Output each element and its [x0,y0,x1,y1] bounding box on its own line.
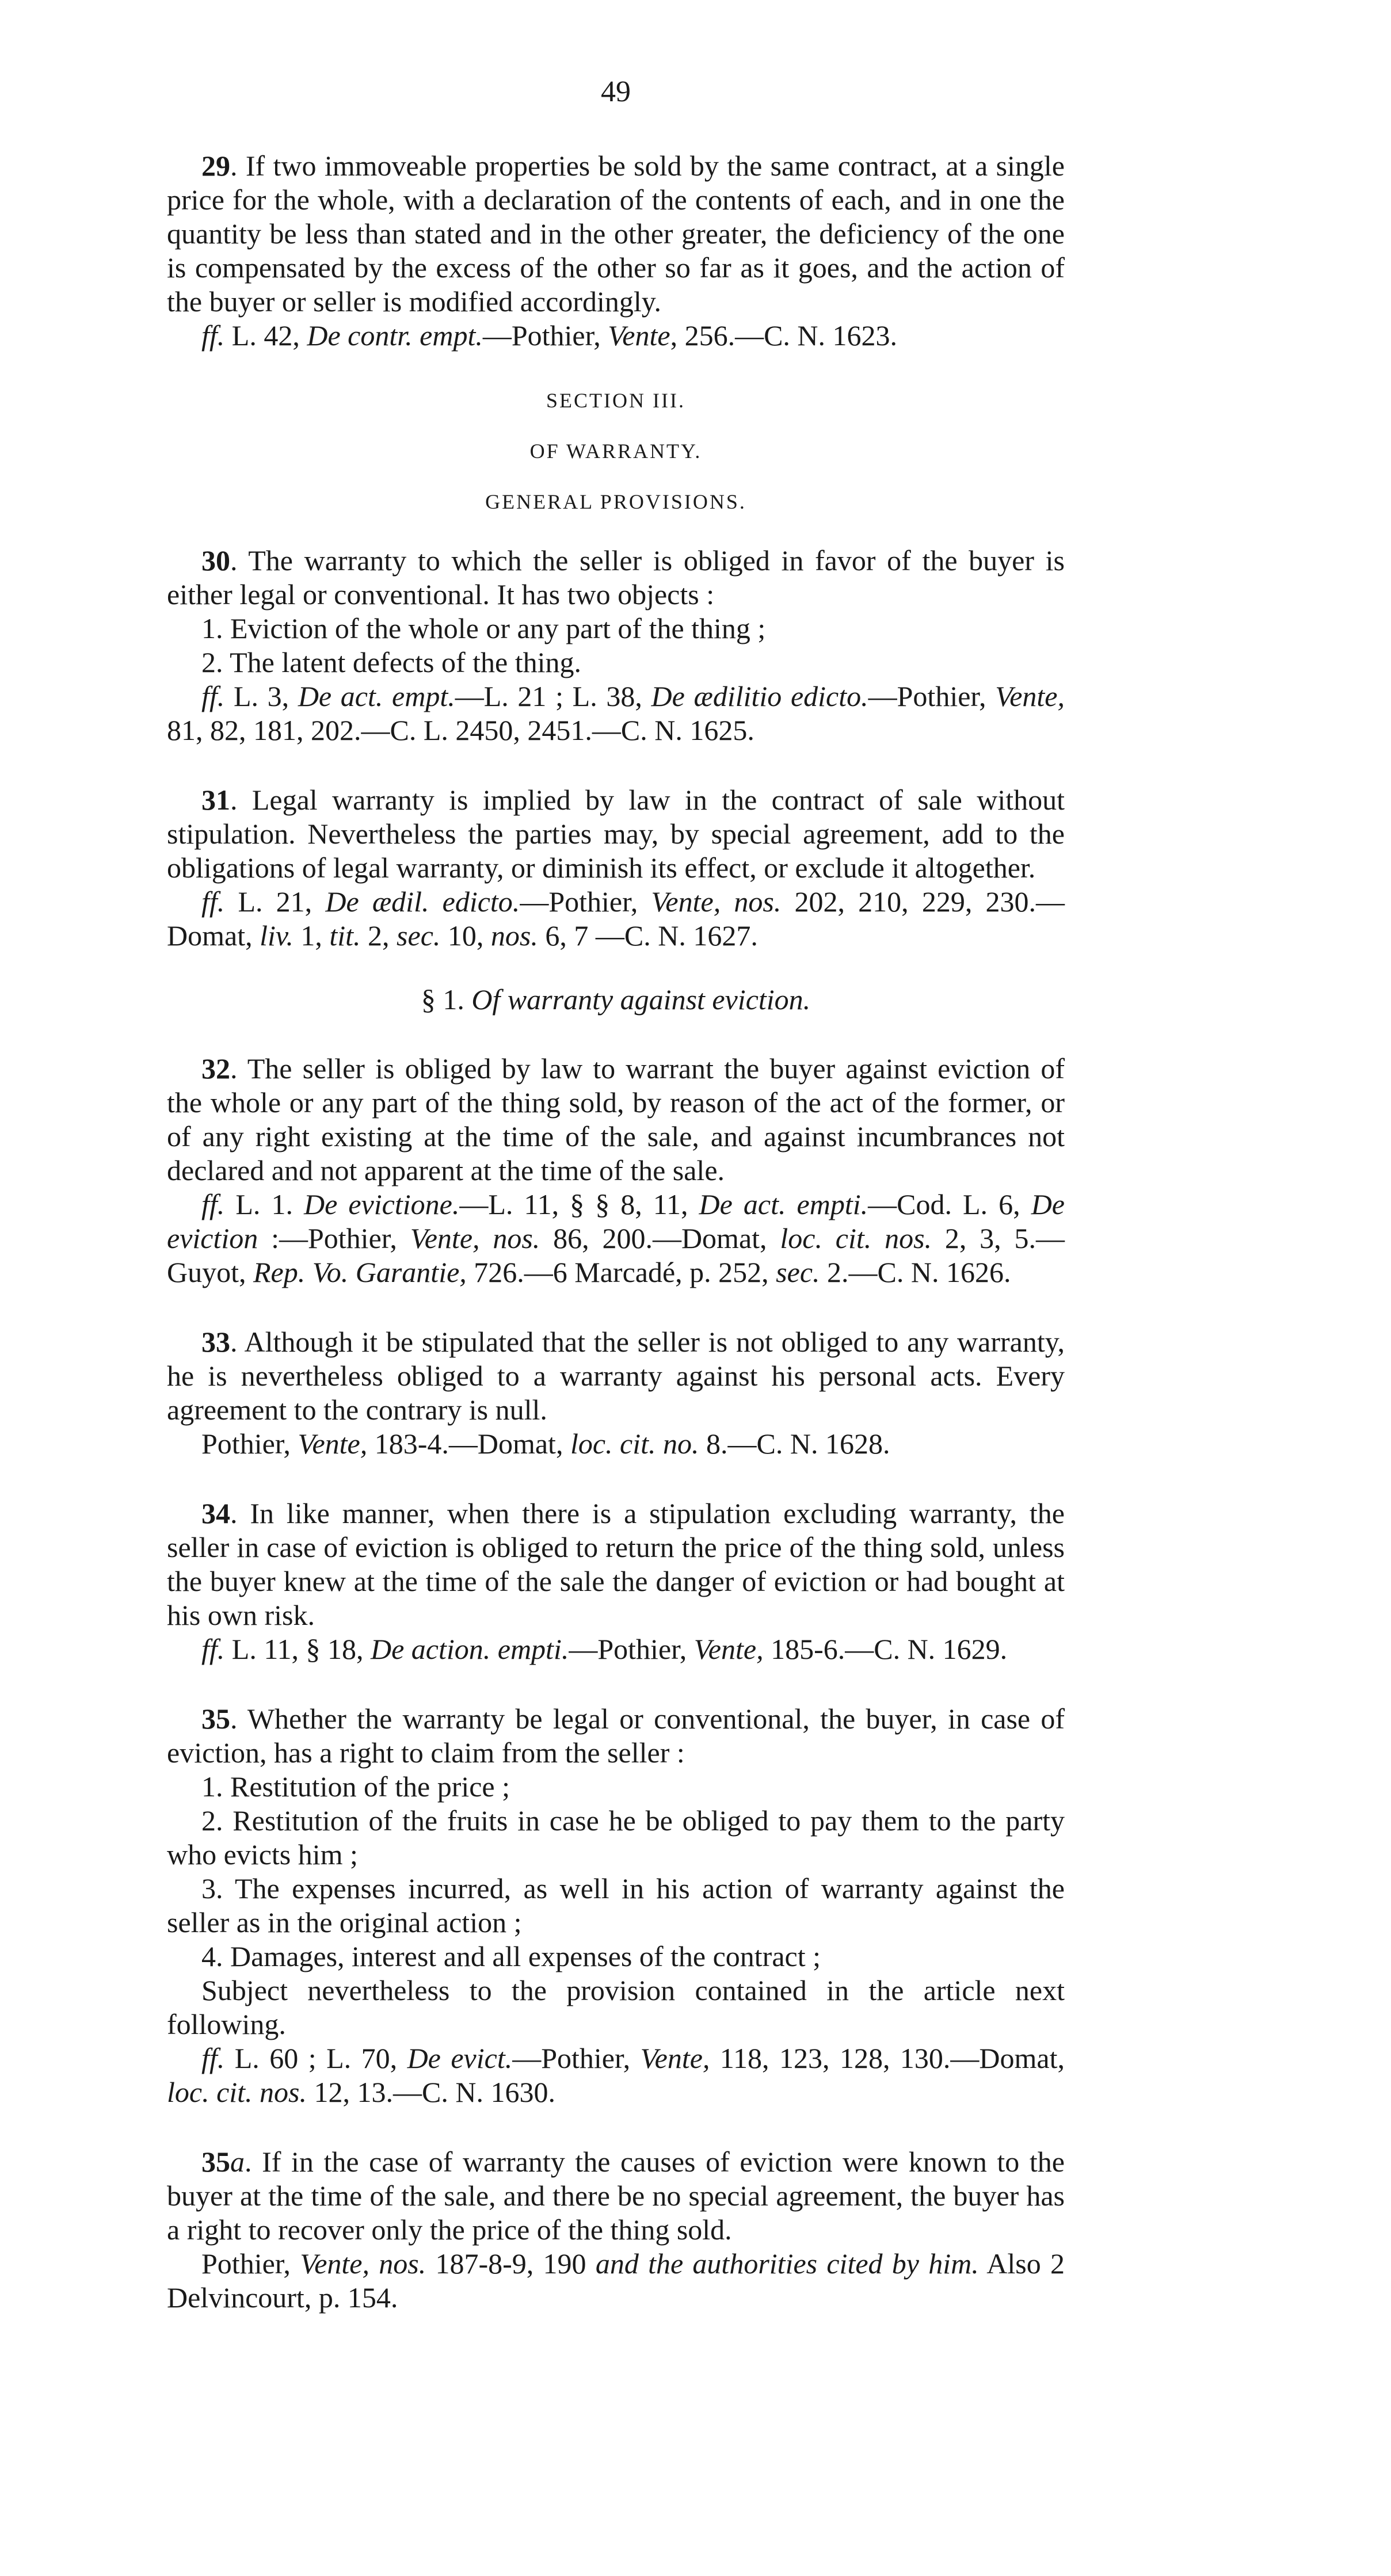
article-29 [167,149,1065,353]
cite-part: , 256.—C. N. 1623. [670,319,898,352]
list-item: 1. Restitution of the price ; [201,1770,510,1803]
cite-part: loc. cit. nos. [780,1222,932,1254]
cite-part: Vente, [693,1633,764,1665]
article-number: 32 [201,1052,230,1085]
section-heading: SECTION III. [546,389,685,412]
cite-part: 1, [293,919,330,952]
cite-part: —Cod. L. 6, [868,1188,1031,1220]
cite-part: L. 60 ; L. 70, [224,2042,407,2074]
article-text [167,1052,1065,1188]
cite-part: De evictione. [304,1188,460,1220]
section-sign: § 1. [421,983,472,1016]
cite-part: loc. cit. nos. [167,2076,307,2108]
cite-part: De action. empti. [370,1633,569,1665]
subsection-heading [167,983,1065,1016]
continuation-text: Subject nevertheless to the provision contained in the article next following. [167,1974,1065,2040]
article-suffix: a [230,2146,245,2178]
citation [167,885,1065,953]
document-page [167,75,1065,2350]
cite-part: and the authorities cited by him. [595,2247,979,2280]
article-body: . Legal warranty is implied by law in the contract of sale without stipulation. Nevertheless the parties may, by special agreement, add to the obligations of legal warranty, or diminish its effect, or exclude it altogether. [167,784,1065,884]
cite-part: Vente, [995,680,1065,712]
cite-part: De ædil. edicto. [325,886,520,918]
article-30 [167,544,1065,747]
article-body: . Whether the warranty be legal or conventional, the buyer, in case of eviction, has a right to claim from the seller : [167,1703,1065,1769]
cite-part: 183-4.—Domat, [367,1428,570,1460]
cite-part: —Pothier, [520,886,651,918]
list-item: 2. The latent defects of the thing. [201,646,581,678]
cite-part: —Pothier, [868,680,996,712]
citation [167,319,1065,353]
article-35a [167,2145,1065,2315]
cite-part: —Pothier, [569,1633,694,1665]
article-text [167,2145,1065,2247]
list-item: 4. Damages, interest and all expenses of the contract ; [201,1940,821,1972]
article-31 [167,783,1065,953]
cite-part: De contr. empt. [307,319,483,352]
cite-part: L. 1. [224,1188,304,1220]
article-34 [167,1497,1065,1666]
cite-part: 12, 13.—C. N. 1630. [307,2076,555,2108]
cite-part: Vente, [298,1428,368,1460]
article-33 [167,1325,1065,1461]
general-provisions-heading: GENERAL PROVISIONS. [485,490,746,513]
page-number: 49 [601,75,631,108]
list-item: 3. The expenses incurred, as well in his action of warranty against the seller as in the original action ; [167,1872,1065,1938]
section-title: OF WARRANTY. [529,440,702,463]
article-body: . Although it be stipulated that the seller is not obliged to any warranty, he is nevertheless obliged to a warranty against his personal acts. Every agreement to the contrary is null. [167,1326,1065,1426]
cite-part: ff. [201,2042,225,2074]
cite-part: nos. [490,919,538,952]
citation [167,1188,1065,1289]
article-number: 35 [201,2146,230,2178]
cite-part: L. 21, [224,886,326,918]
cite-part: L. 42, [224,319,307,352]
cite-part: ff. [201,680,225,712]
cite-part: 2, 3, 5.—Guyot, [167,1222,1065,1288]
article-text [167,1702,1065,1770]
cite-part: 10, [440,919,491,952]
citation [167,1427,1065,1461]
cite-part: 81, 82, 181, 202.—C. L. 2450, 2451.—C. N. 1625. [167,714,754,746]
citation [167,2041,1065,2109]
cite-part: Vente, nos. [410,1222,540,1254]
cite-part: —L. 21 ; L. 38, [455,680,651,712]
article-number: 35 [201,1703,230,1735]
cite-part: sec. [776,1256,820,1288]
cite-part: loc. cit. no. [570,1428,699,1460]
article-text [167,1497,1065,1632]
subsection-title: Of warranty against eviction. [471,983,811,1016]
cite-part: 187-8-9, 190 [426,2247,596,2280]
cite-part: 2.—C. N. 1626. [820,1256,1011,1288]
cite-part: 202, 210, 229, 230.—Domat, [167,886,1065,952]
article-body: . If in the case of warranty the causes of eviction were known to the buyer at the time of the sale, and there be no special agreement, the buyer has a right to recover only the price of the thing sold. [167,2146,1065,2246]
cite-part: —Pothier, [482,319,608,352]
cite-part: Vente, nos. [300,2247,426,2280]
article-number: 29 [201,150,230,182]
cite-part: L. 11, § 18, [224,1633,371,1665]
cite-part: liv. [260,919,294,952]
cite-part: ff. [201,319,225,352]
list-item: 1. Eviction of the whole or any part of the thing ; [201,612,766,644]
article-number: 30 [201,544,230,577]
article-35 [167,1702,1065,2109]
cite-part: De act. empti. [699,1188,868,1220]
article-number: 31 [201,784,230,816]
article-text [167,149,1065,319]
cite-part: Rep. Vo. Garantie, [253,1256,467,1288]
article-text [167,1325,1065,1427]
article-body: . The seller is obliged by law to warrant the buyer against eviction of the whole or any part of the thing sold, by reason of the act of the former, or of any right existing at the time of the sale, and against incumbrances not declared and not apparent at the time of the sale. [167,1052,1065,1186]
article-text [167,544,1065,612]
cite-part: L. 3, [224,680,298,712]
cite-part: tit. [329,919,361,952]
cite-part: —Pothier, [512,2042,641,2074]
cite-part: :—Pothier, [258,1222,410,1254]
cite-part: 8.—C. N. 1628. [699,1428,890,1460]
cite-part: 2, [360,919,397,952]
list-item: 2. Restitution of the fruits in case he be obliged to pay them to the party who evicts him ; [167,1804,1065,1871]
cite-part: Vente, nos. [651,886,782,918]
cite-part: ff. [201,1188,225,1220]
cite-part: De evict. [407,2042,513,2074]
cite-part: sec. [397,919,441,952]
cite-part: ff. [201,886,225,918]
cite-part: Vente [608,319,670,352]
cite-part: De eviction [167,1188,1065,1254]
cite-part: 6, 7 —C. N. 1627. [538,919,758,952]
article-body: . If two immoveable properties be sold by the same contract, at a single price for the whole, with a declaration of the contents of each, and in one the quantity be less than stated and in the other greater, the deficiency of the one is compensated by the excess of the other so far as it goes, and the action of the buyer or seller is modified accordingly. [167,150,1065,318]
cite-part: 726.—6 Marcadé, p. 252, [466,1256,776,1288]
cite-part: 185-6.—C. N. 1629. [763,1633,1008,1665]
cite-part: ff. [201,1633,225,1665]
citation [167,1632,1065,1666]
cite-part: Vente, [640,2042,710,2074]
cite-part: Pothier, [201,2247,300,2280]
article-body: . The warranty to which the seller is obliged in favor of the buyer is either legal or conventional. It has two objects : [167,544,1065,610]
article-body: . In like manner, when there is a stipulation excluding warranty, the seller in case of eviction is obliged to return the price of the thing sold, unless the buyer knew at the time of the sale the danger of eviction or had bought at his own risk. [167,1497,1065,1631]
cite-part: 118, 123, 128, 130.—Domat, [710,2042,1065,2074]
cite-part: Pothier, [201,1428,298,1460]
article-number: 34 [201,1497,230,1529]
citation [167,680,1065,747]
article-number: 33 [201,1326,230,1358]
article-text [167,783,1065,885]
citation [167,2247,1065,2315]
article-32 [167,1052,1065,1289]
cite-part: De act. empt. [298,680,455,712]
cite-part: Also 2 Delvincourt, p. 154. [167,2247,1065,2314]
cite-part: 86, 200.—Domat, [540,1222,780,1254]
cite-part: —L. 11, § § 8, 11, [459,1188,699,1220]
cite-part: De ædilitio edicto. [651,680,868,712]
